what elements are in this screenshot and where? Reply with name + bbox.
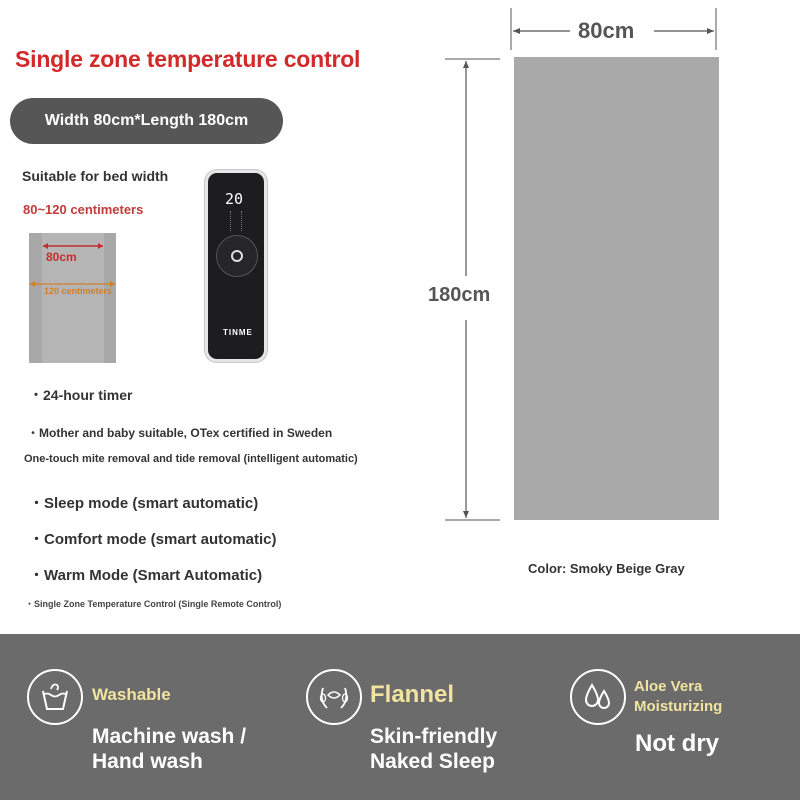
suitable-value: 80~120 centimeters (23, 202, 144, 217)
benefit-desc-aloe: Not dry (635, 730, 719, 757)
blanket-image (514, 57, 719, 520)
size-badge: Width 80cm*Length 180cm (10, 98, 283, 144)
feature-item: One-touch mite removal and tide removal (intelligent automatic) (24, 453, 358, 465)
bed-width-120-label: 120 centimeters (44, 286, 113, 296)
benefit-desc-flannel: Skin-friendly Naked Sleep (370, 725, 498, 773)
bed-width-80-label: 80cm (46, 250, 77, 264)
suitable-label: Suitable for bed width (22, 168, 169, 184)
page-title: Single zone temperature control (15, 46, 361, 72)
benefit-desc-washable: Machine wash / Hand wash (92, 725, 247, 773)
width-dimension-label: 80cm (578, 18, 635, 43)
laurel-wreath-icon (306, 669, 362, 725)
feature-item: ・Mother and baby suitable, OTex certified in Sweden (27, 426, 333, 440)
benefit-title-washable: Washable (92, 685, 171, 704)
benefit-title-aloe: Aloe Vera Moisturizing (634, 678, 723, 715)
feature-item: ・24-hour timer (29, 387, 133, 403)
length-dimension-label: 180cm (428, 284, 491, 306)
color-label: Color: Smoky Beige Gray (528, 561, 685, 576)
remote-temp-display: 20 (225, 190, 244, 208)
remote-brand: TINME (223, 328, 253, 337)
washing-hand-icon (27, 669, 83, 725)
benefit-title-flannel: Flannel (370, 681, 455, 708)
feature-item: ・Comfort mode (smart automatic) (29, 531, 277, 548)
water-drops-icon (570, 669, 626, 725)
feature-item: ・Warm Mode (Smart Automatic) (29, 567, 263, 584)
feature-item: ・Single Zone Temperature Control (Single Remote Control) (25, 599, 282, 609)
feature-item: ・Sleep mode (smart automatic) (29, 495, 259, 512)
remote-indicator-lights (230, 211, 242, 231)
benefits-band (0, 634, 800, 800)
power-icon (231, 250, 243, 262)
